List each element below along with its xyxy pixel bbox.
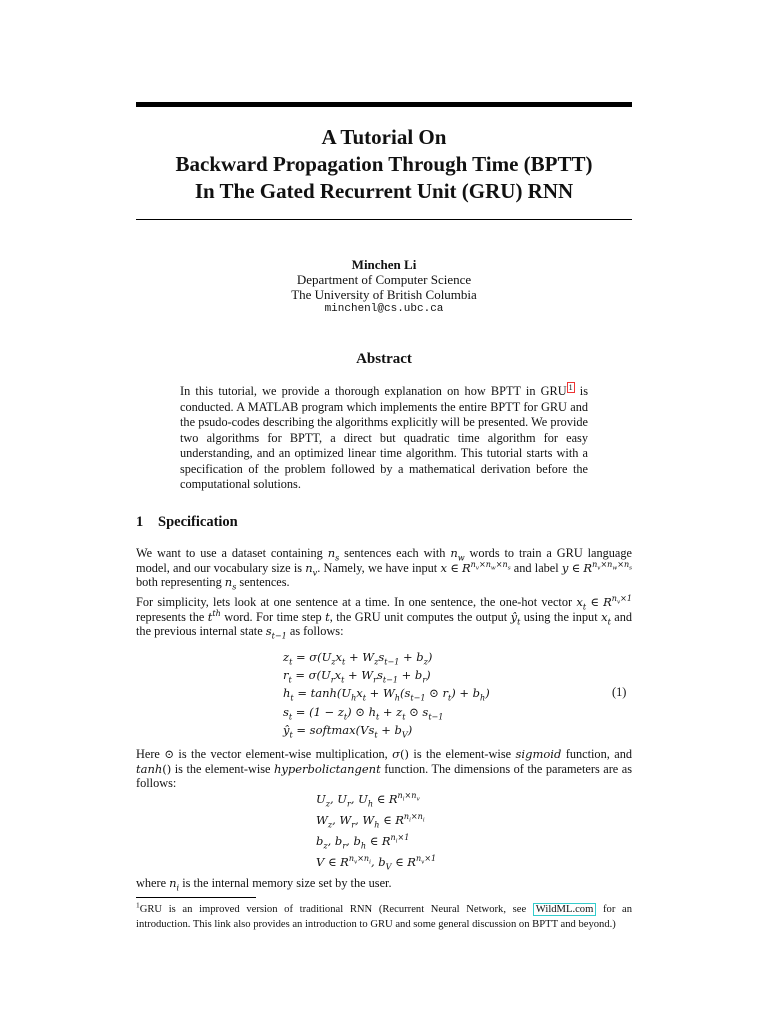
author-department: Department of Computer Science — [296, 272, 472, 287]
gru-equations — [283, 648, 490, 739]
paragraph-gru-unit: For simplicity, lets look at one sentence at a time. In one sentence, the one-hot vector $x_t$ ∈ $R^{n_v\times 1}$ represents the $t^{th}$ word. For time step t, the GRU unit computes the output $ŷ_t$ using the input $x_t$ and the previous internal state $s_{t-1}$ as follows: — [136, 594, 633, 641]
equation-h: $h_t = \tanh(U_hx_t + W_h(s_{t-1}$ ⊙ $r_t) + b_h$) — [283, 686, 490, 703]
section-title: Specification — [158, 514, 238, 530]
author-university: The University of British Columbia — [291, 287, 477, 302]
author-email[interactable]: minchenl@cs.ubc.ca — [324, 303, 444, 315]
dims-w: $W_z$, $W_r$, $W_h$ ∈ $R^{n_i\times n_i}$ — [316, 812, 425, 830]
equation-number: (1) — [612, 685, 627, 699]
paper-title — [136, 124, 632, 205]
footnote-1: $^1$GRU is an improved version of traditional RNN (Recurrent Neural Network, see WildML.com for an introduction. This link also provides an introduction to GRU and some general discussion on BPTT and beyond.) — [136, 900, 632, 930]
abstract-text — [180, 384, 588, 493]
footnote-link-1[interactable]: 1 — [568, 382, 573, 392]
footnote-rule — [136, 897, 256, 898]
dims-v: V ∈ $R^{n_v\times n_i}$, $b_V$ ∈ $R^{n_v\times 1}$ — [316, 854, 437, 872]
author-name: Minchen Li — [351, 257, 417, 272]
title-line-3: In The Gated Recurrent Unit (GRU) RNN — [194, 179, 574, 203]
author-block — [136, 257, 632, 317]
title-top-rule — [136, 102, 632, 107]
paragraph-dataset: We want to use a dataset containing $n_s$ sentences each with $n_w$ words to train a GRU language model, and our vocabulary size is $n_v$. Namely, we have input x ∈ $R^{n_v\times n_w\times n_s}$ and label y ∈ $R^{n_v\times n_w\times n_s}$ both representing $n_s$ sentences. — [136, 546, 633, 592]
equation-r: $r_t = \sigma(U_rx_t + W_rs_{t-1} + b_r)$ — [283, 668, 431, 685]
equation-y: $ŷ_t$ = $softmax(Vs_t + b_V)$ — [283, 722, 413, 740]
wildml-link[interactable]: WildML.com — [533, 903, 597, 916]
section-number: 1 — [136, 514, 144, 530]
equation-z: $z_t = \sigma(U_zx_t + W_zs_{t-1} + b_z)$ — [283, 650, 433, 667]
parameter-dimensions — [316, 789, 436, 873]
abstract-part-1: In this tutorial, we provide a thorough explanation on how BPTT in GRU — [180, 384, 567, 398]
paragraph-operators: Here ⊙ is the vector element-wise multiplication, σ() is the element-wise sigmoid function, and tanh() is the element-wise hyperbolictangent function. The dimensions of the parameters are as follows: — [136, 747, 632, 790]
equation-s: $s_t = (1 - z_t)$ ⊙ $h_t + z_t$ ⊙ $s_{t-1}$ — [283, 704, 444, 721]
title-line-1: A Tutorial On — [321, 125, 447, 149]
paragraph-memory-size: where $n_i$ is the internal memory size set by the user. — [136, 876, 392, 893]
dims-b: $b_z$, $b_r$, $b_h$ ∈ $R^{n_i\times 1}$ — [316, 833, 410, 851]
abstract-heading: Abstract — [356, 351, 412, 367]
dims-u: $U_z$, $U_r$, $U_h$ ∈ $R^{n_i\times n_v}$ — [316, 791, 420, 809]
title-bottom-rule — [136, 219, 632, 220]
section-heading — [136, 514, 238, 531]
abstract-part-2: is conducted. A MATLAB program which implements the entire BPTT for GRU and the psudo-codes describing the algorithms explicitly will be presented. We provide two algorithms for BPTT, a direct but quadratic time algorithm for easy understanding, and an optimized linear time algorithm. This tutorial starts with a specification of the problem followed by a mathematical derivation before the computational solutions. — [180, 384, 588, 491]
footnote-mark: 1 — [136, 900, 140, 910]
title-line-2: Backward Propagation Through Time (BPTT) — [175, 152, 593, 176]
